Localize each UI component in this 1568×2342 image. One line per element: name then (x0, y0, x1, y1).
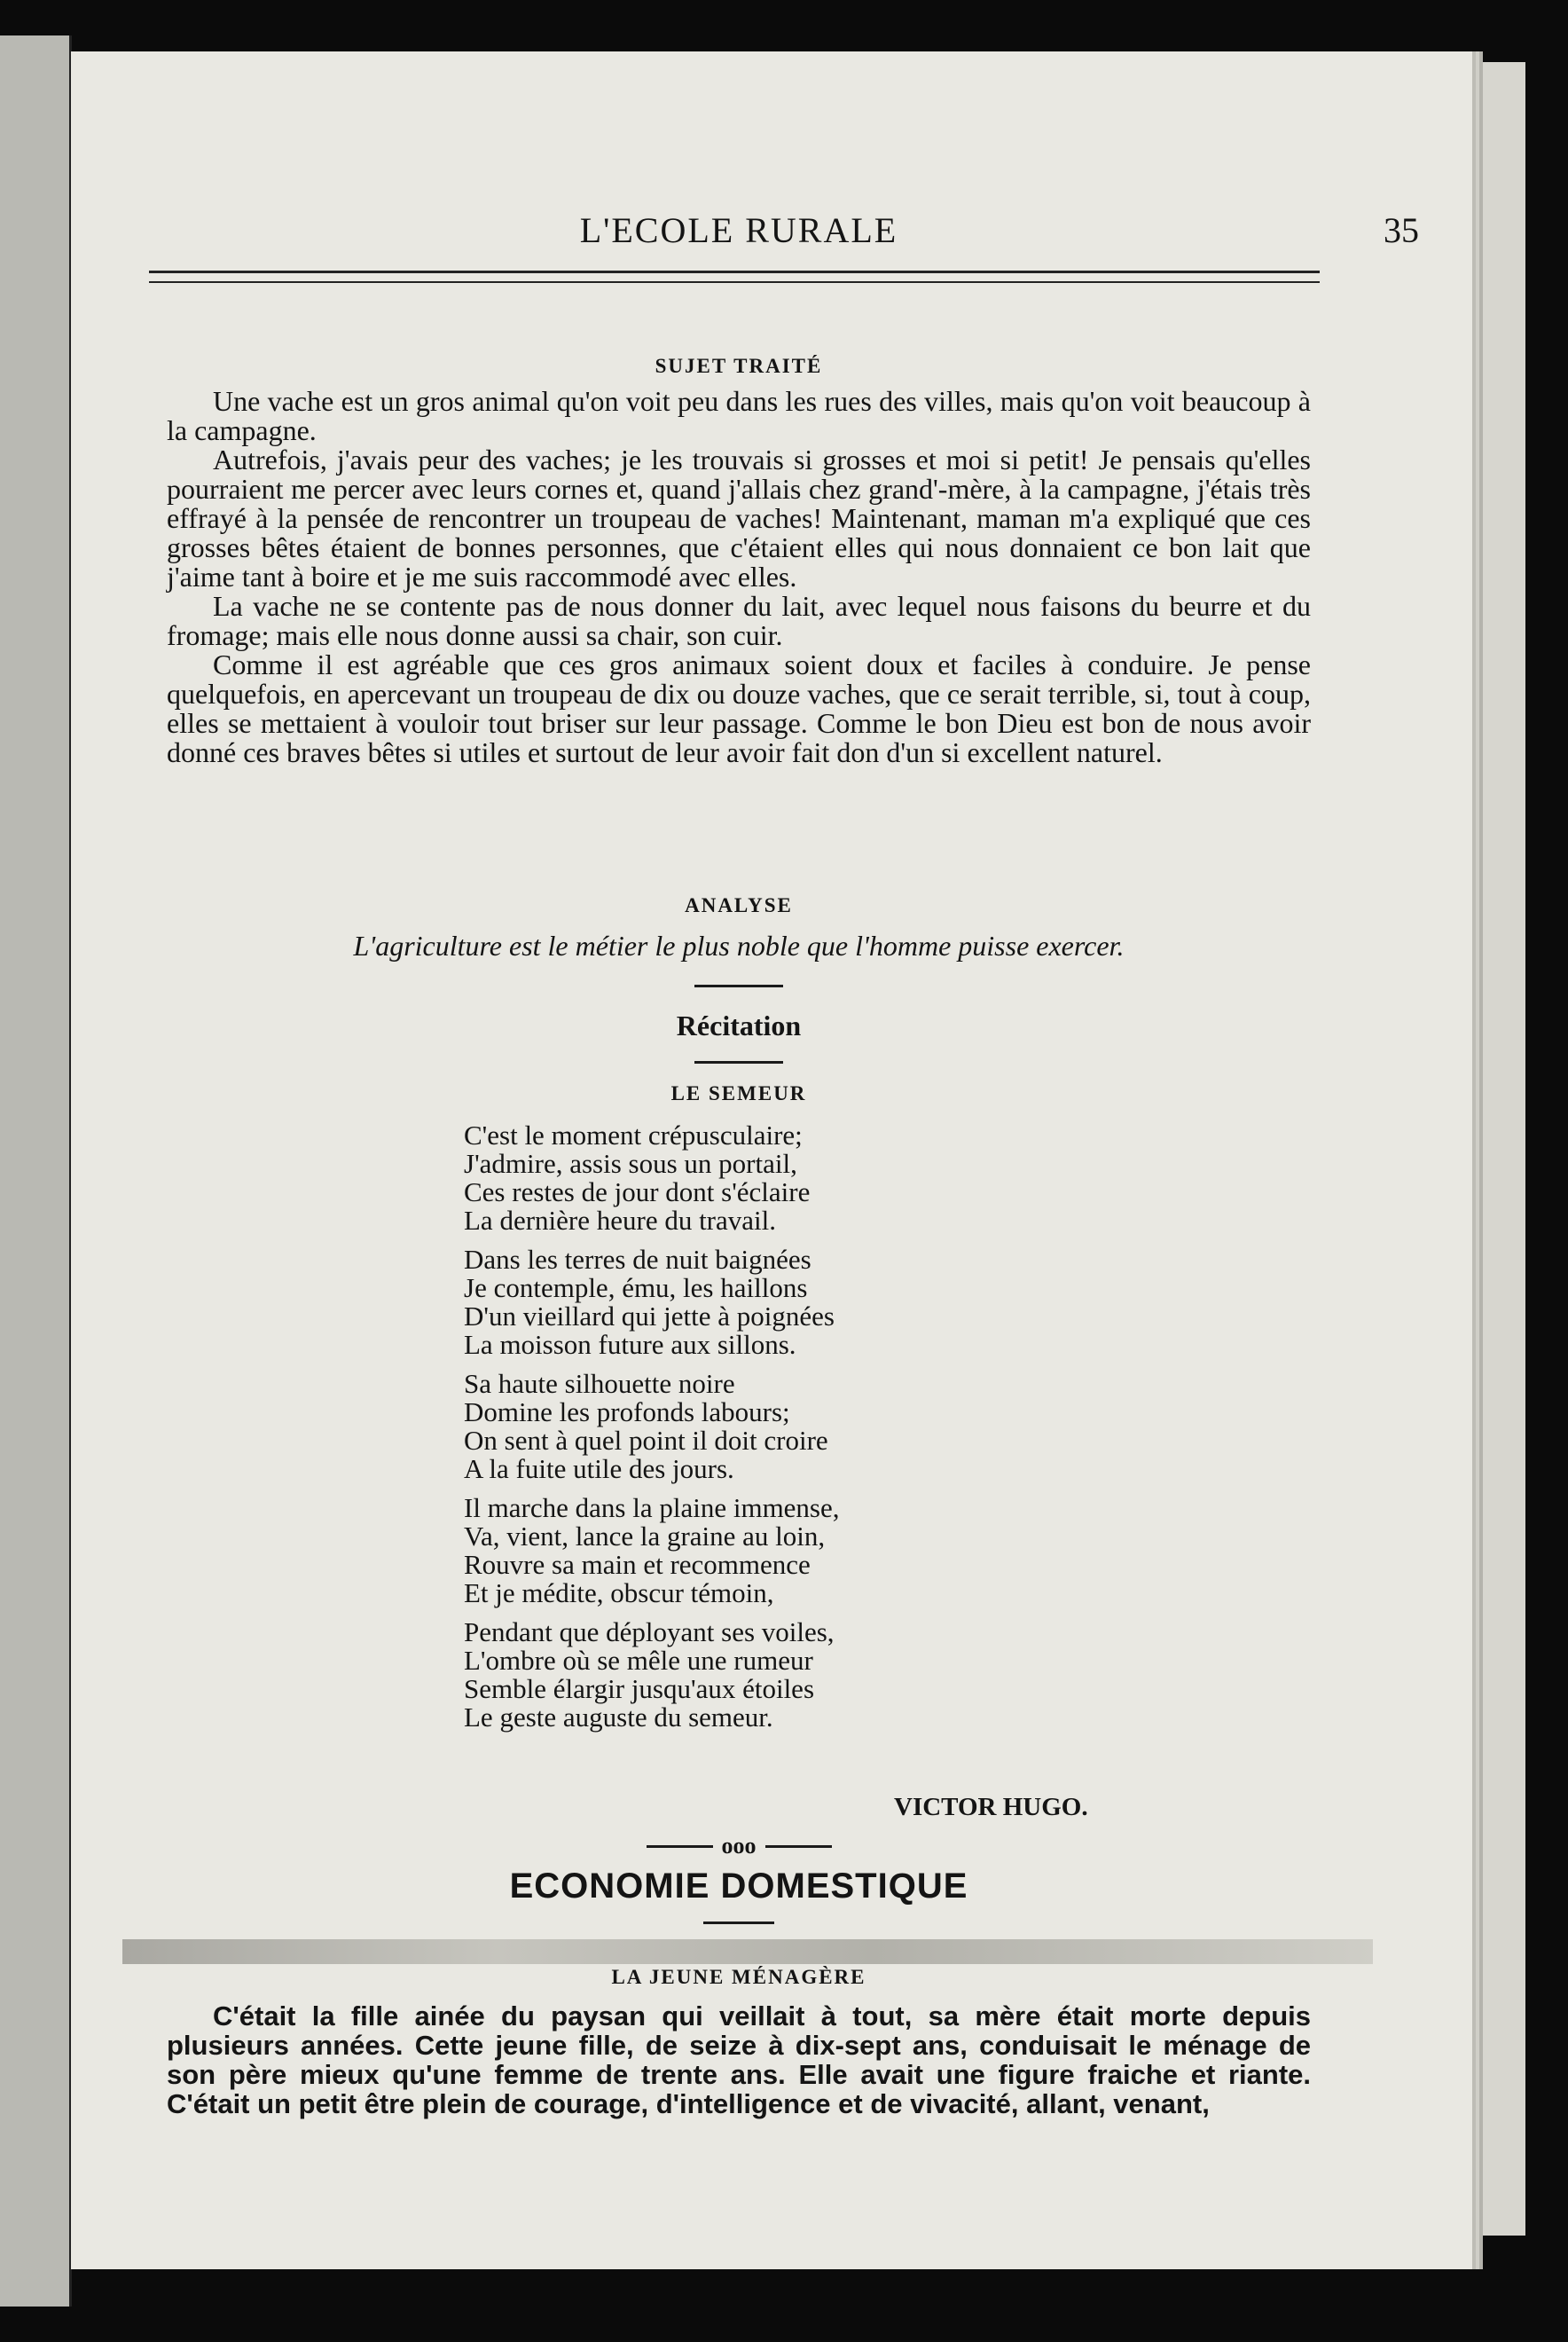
page-content (167, 51, 1419, 2269)
book-page (71, 51, 1472, 2269)
sujet-text (167, 387, 1311, 767)
poem-line: Sa haute silhouette noire (464, 1368, 735, 1399)
poem-line: Pendant que déployant ses voiles, (464, 1616, 835, 1647)
poem-line: Il marche dans la plaine immense, (464, 1492, 840, 1523)
poem-line: Va, vient, lance la graine au loin, (464, 1521, 826, 1552)
rule-before-recitation (167, 985, 1311, 987)
economie-title: ECONOMIE DOMESTIQUE (509, 1867, 968, 1906)
stanza-2 (464, 1246, 1085, 1359)
economie-paragraph: C'était la fille ainée du paysan qui veillait à tout, sa mère était morte depuis plusieurs années. Cette jeune fille, de seize à dix-sept ans, conduisait le ménage de son père mieux qu'une femme de trente ans. Elle avait une figure fraiche et riante. C'était un petit être plein de courage, d'intelligence et de vivacité, allant, venant, (167, 2000, 1311, 2119)
facing-page-edge (0, 35, 72, 2307)
analyse-heading: ANALYSE (685, 894, 793, 916)
poem-line: Dans les terres de nuit baignées (464, 1244, 811, 1275)
poem-line: La dernière heure du travail. (464, 1205, 777, 1236)
stanza-1 (464, 1121, 1085, 1235)
header-double-rule (149, 271, 1320, 283)
poem-line: Le geste auguste du semeur. (464, 1701, 773, 1733)
stanza-4 (464, 1494, 1085, 1607)
print-band-artifact (122, 1939, 1373, 1964)
sujet-heading: SUJET TRAITÉ (655, 355, 823, 377)
economie-subtitle: LA JEUNE MÉNAGÈRE (611, 1966, 866, 1988)
poem-line: J'admire, assis sous un portail, (464, 1148, 797, 1179)
poem-line: Ces restes de jour dont s'éclaire (464, 1176, 811, 1207)
analyse-text: L'agriculture est le métier le plus noble que l'homme puisse exercer. (353, 930, 1125, 962)
recitation-title: Récitation (676, 1010, 802, 1041)
poem (464, 1121, 1085, 1742)
poem-line: Domine les profonds labours; (464, 1396, 790, 1427)
stanza-3 (464, 1370, 1085, 1483)
poem-line: D'un vieillard qui jette à poignées (464, 1301, 835, 1332)
poem-line: Et je médite, obscur témoin, (464, 1577, 774, 1608)
rule-after-recitation (167, 1061, 1311, 1064)
poem-line: C'est le moment crépusculaire; (464, 1120, 803, 1151)
running-title: L'ECOLE RURALE (579, 210, 898, 250)
stanza-5 (464, 1618, 1085, 1732)
poem-line: Je contemple, ému, les haillons (464, 1272, 808, 1303)
poem-title: LE SEMEUR (670, 1082, 807, 1104)
poem-line: A la fuite utile des jours. (464, 1453, 734, 1484)
poem-line: L'ombre où se mêle une rumeur (464, 1645, 813, 1676)
sujet-paragraph-3: La vache ne se contente pas de nous donner du lait, avec lequel nous faisons du beurre et du fromage; mais elle nous donne aussi sa chair, son cuir. (167, 590, 1311, 651)
sujet-paragraph-2: Autrefois, j'avais peur des vaches; je les trouvais si grosses et moi si petit! Je pensais qu'elles pourraient me percer avec leurs cornes et, quand j'allais chez grand'-mère, à la campagne, j'étais très effrayé à la pensée de rencontrer un troupeau de vaches! Maintenant, maman m'a expliqué que ces grosses bêtes étaient de bonnes personnes, que c'étaient elles qui nous donnaient ce bon lait que j'aime tant à boire et je me suis raccommodé avec elles. (167, 444, 1311, 593)
economie-text (167, 2001, 1311, 2118)
page-number: 35 (1384, 210, 1419, 250)
separator-mark: ooo (721, 1833, 757, 1859)
ooo-separator (167, 1833, 1311, 1859)
rule-after-economie (167, 1922, 1311, 1924)
poem-line: On sent à quel point il doit croire (464, 1425, 828, 1456)
poem-line: La moisson future aux sillons. (464, 1329, 796, 1360)
sujet-paragraph-4: Comme il est agréable que ces gros animaux soient doux et faciles à conduire. Je pense quelquefois, en apercevant un troupeau de dix ou douze vaches, que ce serait terrible, si, tout à coup, elles se mettaient à vouloir tout briser sur leur passage. Comme le bon Dieu est bon de nous avoir donné ces braves bêtes si utiles et surtout de leur avoir fait don d'un si excellent naturel. (167, 648, 1311, 768)
sujet-paragraph-1: Une vache est un gros animal qu'on voit peu dans les rues des villes, mais qu'on voit beaucoup à la campagne. (167, 385, 1311, 446)
poem-line: Semble élargir jusqu'aux étoiles (464, 1673, 815, 1704)
poem-author: VICTOR HUGO. (894, 1793, 1088, 1821)
poem-line: Rouvre sa main et recommence (464, 1549, 811, 1580)
